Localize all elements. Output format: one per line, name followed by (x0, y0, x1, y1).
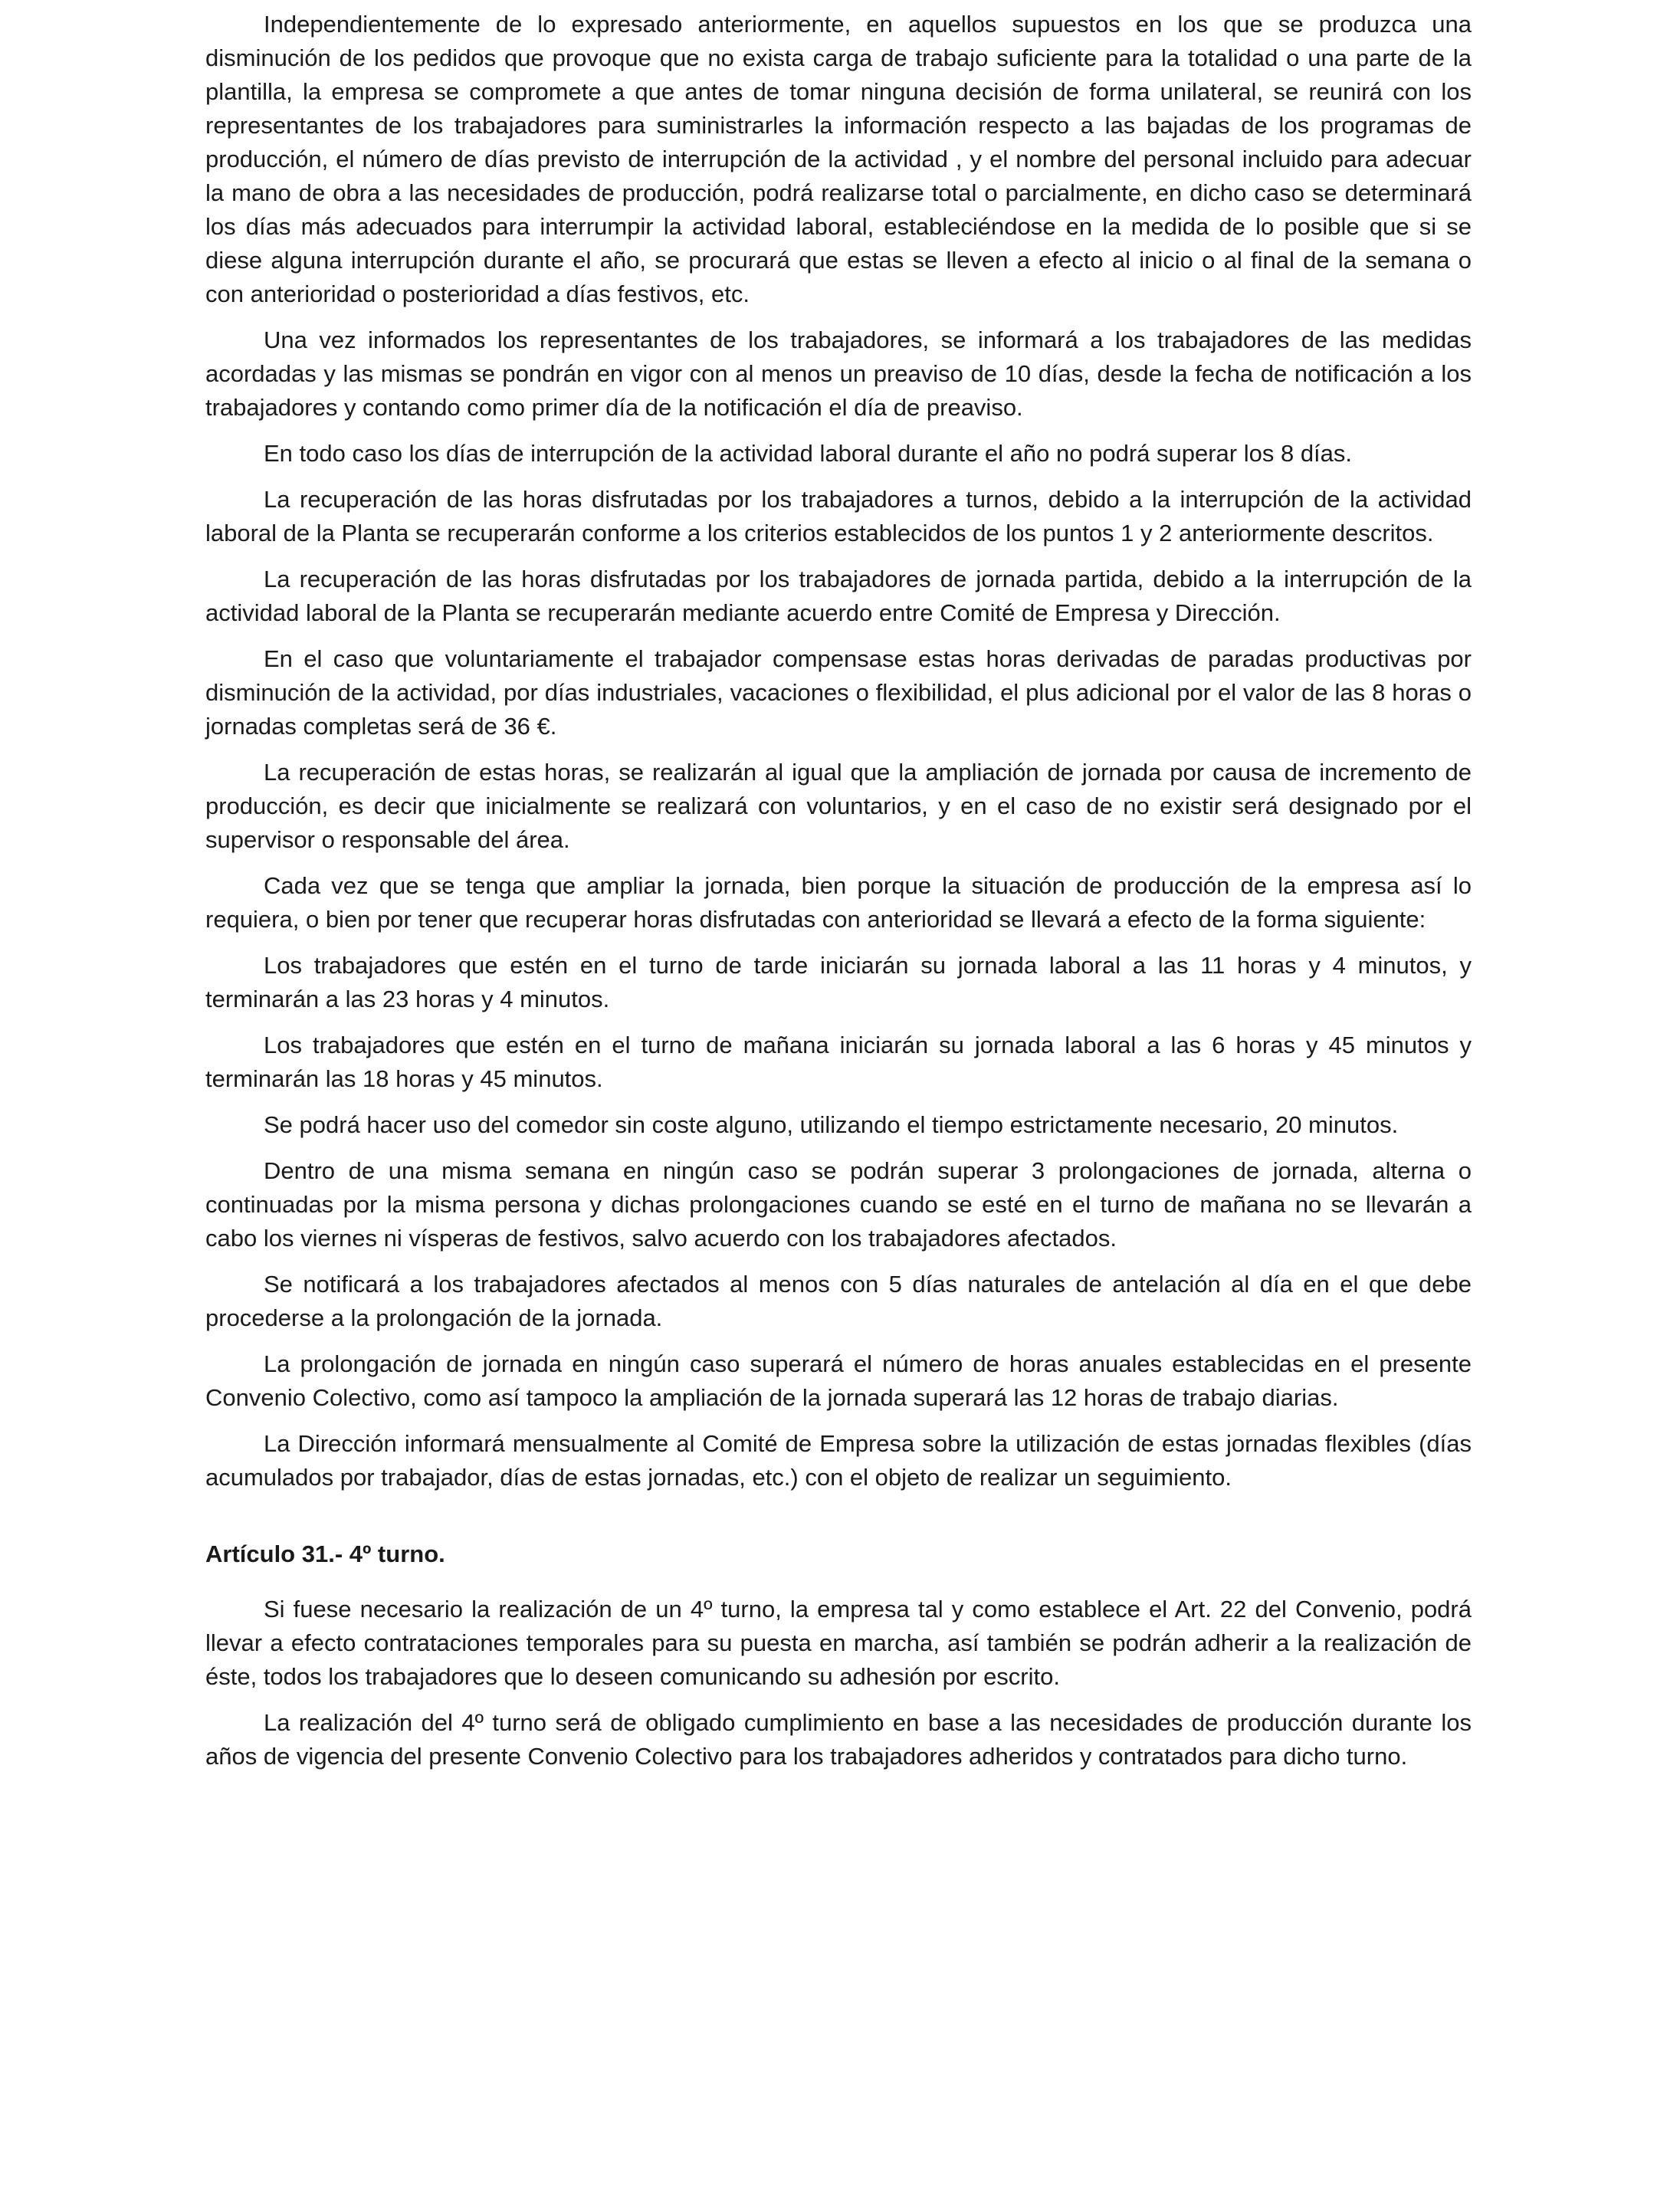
paragraph-hours-recovery: La recuperación de estas horas, se realizarán al igual que la ampliación de jornada por causa de incremento de producción, es decir que inicialmente se realizará con voluntarios, y en el caso de no existir será designado por el supervisor o responsable del área. (205, 759, 1472, 853)
paragraph-notice-to-workers: Una vez informados los representantes de los trabajadores, se informará a los trabajadores de las medidas acordadas y las mismas se pondrán en vigor con al menos un preaviso de 10 días, desde la fecha de notificación a los trabajadores y contando como primer día de la notificación el día de preaviso. (205, 326, 1472, 421)
paragraph-notification: Se notificará a los trabajadores afectados al menos con 5 días naturales de antelación al día en el que debe procederse a la prolongación de la jornada. (205, 1271, 1472, 1331)
paragraph-split-shift-recovery: La recuperación de las horas disfrutadas por los trabajadores de jornada partida, debido a la interrupción de la actividad laboral de la Planta se recuperarán mediante acuerdo entre Comité de Empresa y Dirección. (205, 566, 1472, 626)
paragraph-monthly-report: La Dirección informará mensualmente al Comité de Empresa sobre la utilización de estas jornadas flexibles (días acumulados por trabajador, días de estas jornadas, etc.) con el objeto de realizar un seguimiento. (205, 1430, 1472, 1491)
paragraph-morning-shift: Los trabajadores que estén en el turno de mañana iniciarán su jornada laboral a las 6 horas y 45 minutos y terminarán las 18 horas y 45 minutos. (205, 1032, 1472, 1092)
paragraph-weekly-limit: Dentro de una misma semana en ningún caso se podrán superar 3 prolongaciones de jornada, alterna o continuadas por la misma persona y dichas prolongaciones cuando se esté en el turno de mañana no se llevarán a cabo los viernes ni vísperas de festivos, salvo acuerdo con los trabajadores afectados. (205, 1157, 1472, 1252)
paragraph-afternoon-shift: Los trabajadores que estén en el turno de tarde iniciarán su jornada laboral a las 11 horas y 4 minutos, y terminarán a las 23 horas y 4 minutos. (205, 952, 1472, 1012)
paragraph-reduction-of-orders: Independientemente de lo expresado anteriormente, en aquellos supuestos en los que se produzca una disminución de los pedidos que provoque que no exista carga de trabajo suficiente para la totalidad o una parte de la plantilla, la empresa se compromete a que antes de tomar ninguna decisión de forma unilateral, se reunirá con los representantes de los trabajadores para suministrarles la información respecto a las bajadas de los programas de producción, el número de días previsto de interrupción de la actividad , y el nombre del personal incluido para adecuar la mano de obra a las necesidades de producción, podrá realizarse total o parcialmente, en dicho caso se determinará los días más adecuados para interrumpir la actividad laboral, estableciéndose en la medida de lo posible que si se diese alguna interrupción durante el año, se procurará que estas se lleven a efecto al inicio o al final de la semana o con anterioridad o posterioridad a días festivos, etc. (205, 11, 1472, 307)
paragraph-canteen: Se podrá hacer uso del comedor sin coste alguno, utilizando el tiempo estrictamente necesario, 20 minutos. (264, 1111, 1399, 1138)
paragraph-fourth-shift-obligation: La realización del 4º turno será de obligado cumplimiento en base a las necesidades de producción durante los años de vigencia del presente Convenio Colectivo para los trabajadores adheridos y contratados para dicho turno. (205, 1709, 1472, 1770)
paragraph-extend-workday: Cada vez que se tenga que ampliar la jornada, bien porque la situación de producción de la empresa así lo requiera, o bien por tener que recuperar horas disfrutadas con anterioridad se llevará a efecto de la forma siguiente: (205, 872, 1472, 933)
paragraph-interruption-limit: En todo caso los días de interrupción de la actividad laboral durante el año no podrá superar los 8 días. (264, 440, 1353, 467)
paragraph-voluntary-compensation: En el caso que voluntariamente el trabajador compensase estas horas derivadas de paradas productivas por disminución de la actividad, por días industriales, vacaciones o flexibilidad, el plus adicional por el valor de las 8 horas o jornadas completas será de 36 €. (205, 645, 1472, 740)
document-page (205, 8, 1472, 1786)
paragraph-shift-recovery: La recuperación de las horas disfrutadas por los trabajadores a turnos, debido a la interrupción de la actividad laboral de la Planta se recuperarán conforme a los criterios establecidos de los puntos 1 y 2 anteriormente descritos. (205, 486, 1472, 546)
paragraph-annual-hours: La prolongación de jornada en ningún caso superará el número de horas anuales establecidas en el presente Convenio Colectivo, como así tampoco la ampliación de la jornada superará las 12 horas de trabajo diarias. (205, 1350, 1472, 1411)
section-heading: Artículo 31.- 4º turno. (205, 1540, 445, 1567)
paragraph-fourth-shift-hiring: Si fuese necesario la realización de un 4º turno, la empresa tal y como establece el Art. 22 del Convenio, podrá llevar a efecto contrataciones temporales para su puesta en marcha, así también se podrán adherir a la realización de éste, todos los trabajadores que lo deseen comunicando su adhesión por escrito. (205, 1596, 1472, 1690)
